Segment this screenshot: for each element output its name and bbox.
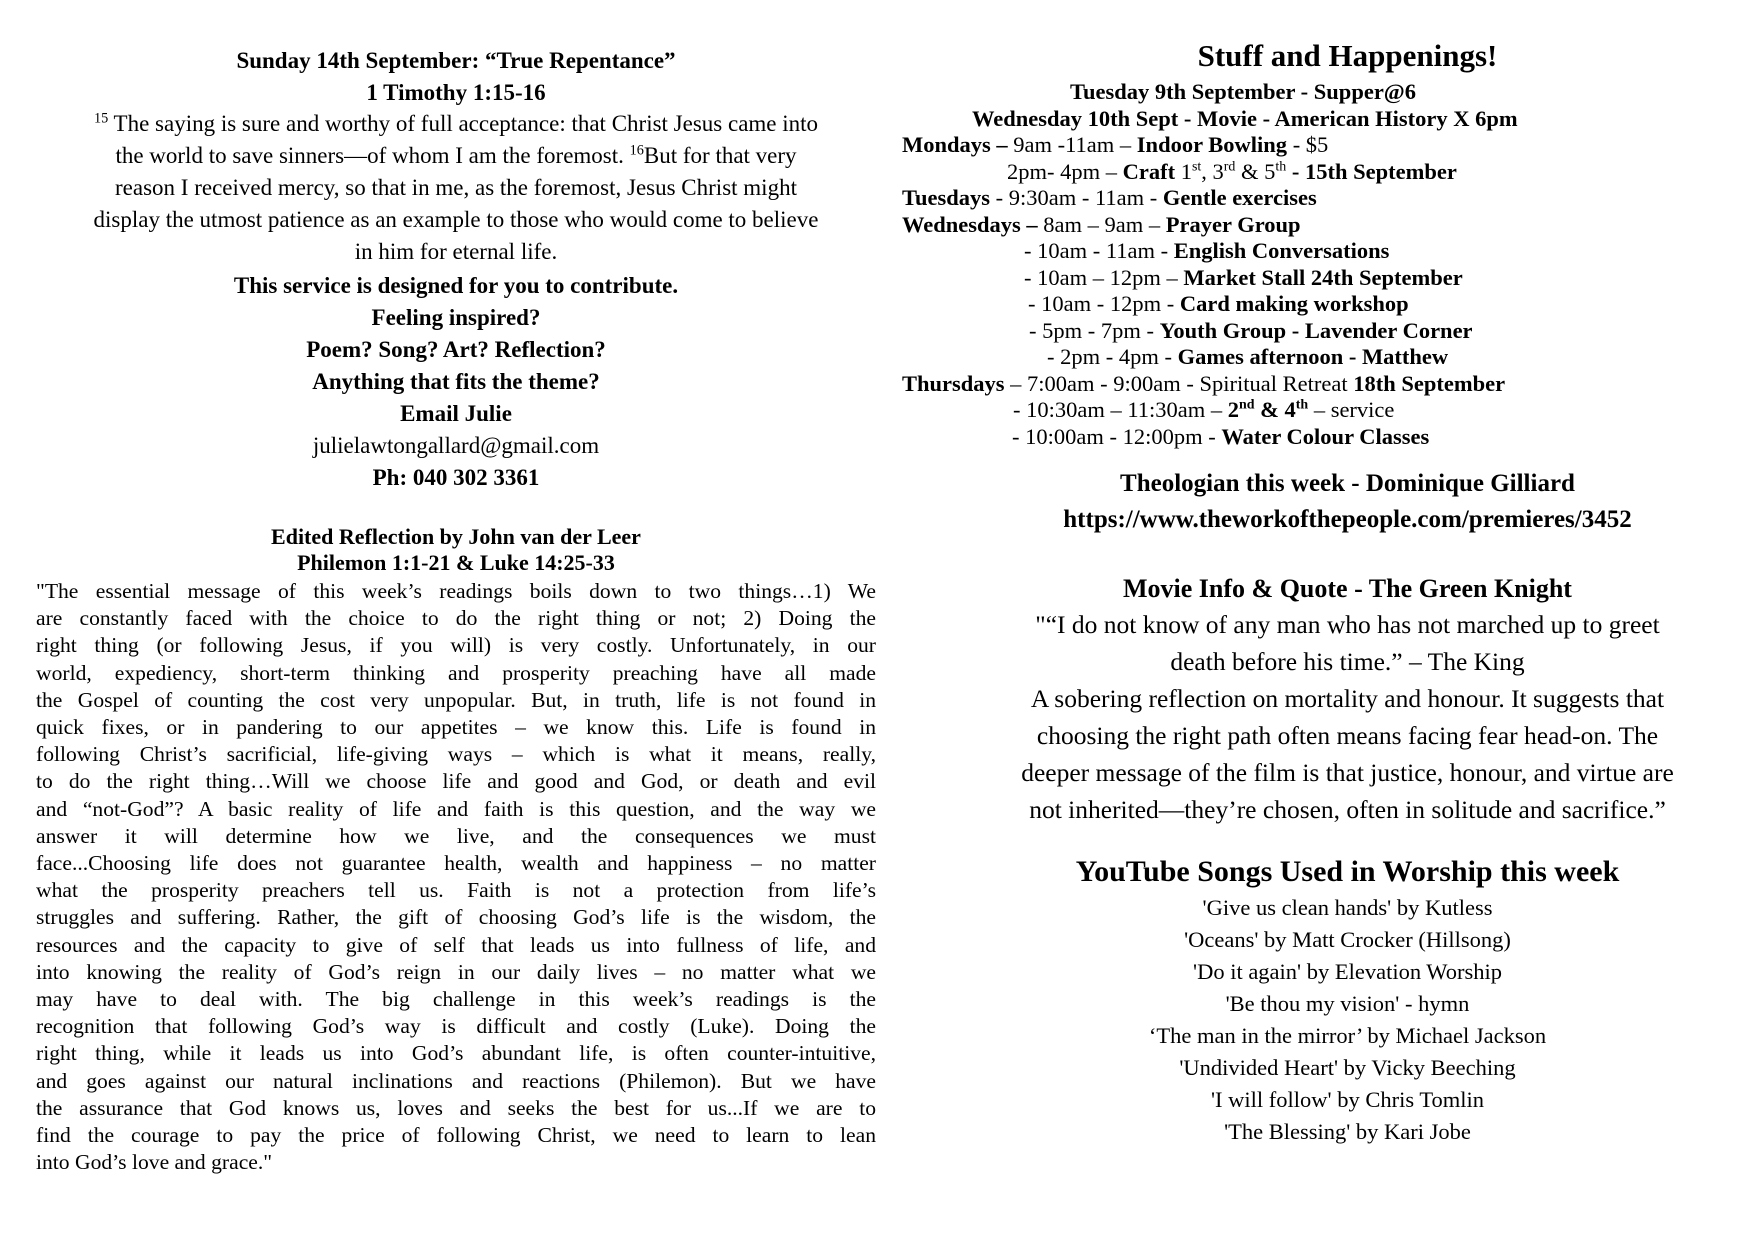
reflection-line: may have to deal with. The big challenge in this week’s readings is the: [36, 987, 876, 1012]
contribute-line: Feeling inspired?: [371, 305, 541, 330]
song-item: 'The Blessing' by Kari Jobe: [1224, 1119, 1471, 1144]
event-time: – 7:00am - 9:00am - Spiritual Retreat: [1004, 370, 1354, 396]
movie-quote-line: death before his time.” – The King: [1170, 647, 1525, 676]
movie-heading: Movie Info & Quote - The Green Knight: [1123, 574, 1572, 603]
event-line: [965, 397, 1730, 424]
song-item: 'Oceans' by Matt Crocker (Hillsong): [1184, 927, 1511, 952]
event-price: - $5: [1287, 132, 1329, 157]
event-line: [965, 424, 1730, 451]
event-activity: English Conversations: [1173, 238, 1390, 263]
reflection-line: answer it will determine how we live, and the consequences we must: [36, 823, 876, 848]
verse-text: reason I received mercy, so that in me, as the foremost, Jesus Christ might: [115, 175, 797, 200]
contribute-line: Poem? Song? Art? Reflection?: [306, 337, 606, 362]
event-activity: Indoor Bowling: [1136, 132, 1288, 157]
event-line: [965, 238, 1730, 265]
verse-text: display the utmost patience as an example to those who would come to believe: [93, 207, 819, 232]
contribute-block: [36, 270, 876, 494]
ordinal-suffix: st: [1191, 159, 1202, 175]
song-item: ‘The man in the mirror’ by Michael Jackson: [1148, 1023, 1547, 1048]
reflection-line: face...Choosing life does not guarantee health, wealth and happiness – no matter: [36, 851, 876, 876]
reflection-line: resources and the capacity to give of self that leads us into fullness of life, and: [36, 932, 876, 957]
event-line: [902, 371, 1730, 398]
theologian-link[interactable]: https://www.theworkofthepeople.com/premieres/3452: [1063, 506, 1632, 533]
movie-quote-line: A sobering reflection on mortality and honour. It suggests that: [1030, 684, 1665, 713]
youtube-heading: YouTube Songs Used in Worship this week: [1075, 855, 1620, 888]
song-item: 'Be thou my vision' - hymn: [1225, 991, 1470, 1016]
ordinal-suffix: th: [1295, 397, 1309, 413]
scripture-passage: [36, 108, 876, 268]
event-date: - 15th September: [1286, 158, 1457, 184]
event-line: [902, 212, 1730, 239]
event-line: Tuesday 9th September - Supper@6: [1070, 79, 1416, 104]
event-activity: Games afternoon - Matthew: [1177, 344, 1449, 369]
movie-block: [965, 572, 1730, 828]
event-time: - 10:00am - 12:00pm -: [1012, 423, 1222, 449]
reflection-body: [36, 578, 876, 1176]
event-time: - 10am - 11am -: [1024, 238, 1174, 263]
event-detail: &: [1254, 397, 1285, 422]
event-line: [965, 318, 1730, 345]
event-day: Tuesdays: [902, 185, 990, 210]
ordinal-suffix: th: [1275, 159, 1287, 175]
service-date-title: Sunday 14th September: “True Repentance”: [236, 48, 676, 73]
song-item: 'Do it again' by Elevation Worship: [1193, 959, 1502, 984]
reflection-line: the Gospel of counting the cost very unpopular. But, in truth, life is not found in: [36, 687, 876, 712]
movie-quote-line: not inherited—they’re chosen, often in solitude and sacrifice.”: [1029, 795, 1666, 824]
event-activity: Market Stall 24th September: [1183, 264, 1463, 290]
happenings-title: Stuff and Happenings!: [1197, 38, 1498, 73]
scripture-reference: 1 Timothy 1:15-16: [366, 80, 546, 105]
event-time: 8am – 9am –: [1037, 211, 1166, 237]
event-line: [902, 185, 1730, 212]
movie-quote-line: choosing the right path often means facing fear head-on. The: [1036, 721, 1659, 750]
contribute-line: Email Julie: [400, 401, 512, 426]
event-time: - 10am - 12pm -: [1028, 291, 1180, 316]
reflection-line: are constantly faced with the choice to do the right thing or not; 2) Doing the: [36, 606, 876, 631]
reflection-line: what the prosperity preachers tell us. Faith is not a protection from life’s: [36, 878, 876, 903]
event-day: Mondays –: [902, 132, 1008, 157]
reflection-line: right thing, while it leads us into God’s abundant life, is often counter-intuitive,: [36, 1041, 876, 1066]
reflection-line: find the courage to pay the price of following Christ, we need to learn to lean: [36, 1123, 876, 1148]
verse-text: in him for eternal life.: [354, 239, 558, 264]
movie-quote-line: "“I do not know of any man who has not marched up to greet: [1035, 610, 1660, 639]
theologian-block: [965, 466, 1730, 538]
reflection-line: world, expediency, short-term thinking and prosperity preaching have all made: [36, 660, 876, 685]
reflection-line: the assurance that God knows us, loves and seeks the best for us...If we are to: [36, 1095, 876, 1120]
event-time: - 9:30am - 11am -: [989, 185, 1163, 210]
event-line: [965, 265, 1730, 292]
event-detail: 1: [1175, 158, 1192, 184]
verse-text: But for that very: [643, 143, 797, 168]
reflection-line: into God’s love and grace.": [36, 1150, 273, 1175]
event-detail: & 5: [1235, 158, 1276, 184]
event-date: 18th September: [1353, 370, 1506, 396]
contact-email[interactable]: julielawtongallard@gmail.com: [312, 433, 600, 458]
verse-text: The saying is sure and worthy of full acceptance: that Christ Jesus came into: [108, 111, 819, 136]
contribute-line: Anything that fits the theme?: [312, 369, 600, 394]
reflection-line: right thing (or following Jesus, if you will) is very costly. Unfortunately, in our: [36, 633, 876, 658]
events-list: [902, 79, 1730, 450]
event-detail: 2: [1227, 397, 1240, 422]
reflection-line: and goes against our natural inclinations and reactions (Philemon). But we have: [36, 1068, 876, 1093]
reflection-line: following Christ’s sacrificial, life-giving ways – which is what it means, really,: [36, 742, 876, 767]
event-activity: Craft: [1122, 158, 1176, 184]
event-activity: Youth Group - Lavender Corner: [1159, 317, 1473, 343]
song-item: 'Give us clean hands' by Kutless: [1202, 895, 1493, 920]
event-line: Wednesday 10th Sept - Movie - American History X 6pm: [972, 105, 1518, 131]
reflection-line: recognition that following God’s way is difficult and costly (Luke). Doing the: [36, 1014, 876, 1039]
ordinal-suffix: rd: [1223, 159, 1236, 175]
reflection-line: struggles and suffering. Rather, the gift of choosing God’s life is the wisdom, the: [36, 905, 876, 930]
event-activity: Prayer Group: [1165, 211, 1301, 237]
event-time: - 2pm - 4pm -: [1047, 344, 1178, 369]
event-time: - 10am – 12pm –: [1024, 264, 1184, 290]
youtube-block: [965, 852, 1730, 1148]
event-day: Wednesdays –: [902, 211, 1038, 237]
contribute-line: This service is designed for you to contribute.: [233, 273, 679, 298]
event-detail: , 3: [1201, 158, 1224, 184]
reflection-line: into knowing the reality of God’s reign in our daily lives – no matter what we: [36, 959, 876, 984]
event-line: [965, 291, 1730, 318]
event-activity: – service: [1308, 397, 1395, 422]
event-activity: Water Colour Classes: [1221, 423, 1430, 449]
reflection-header: [36, 524, 876, 576]
reflection-line: to do the right thing…Will we choose life and good and God, or death and evil: [36, 769, 876, 794]
event-line: [965, 159, 1730, 186]
event-day: Thursdays: [902, 370, 1005, 396]
event-time: - 10:30am – 11:30am –: [1013, 397, 1228, 422]
movie-quote-line: deeper message of the film is that justice, honour, and virtue are: [1021, 758, 1674, 787]
event-time: - 5pm - 7pm -: [1029, 317, 1160, 343]
verse-number: 15: [93, 110, 109, 127]
verse-text: the world to save sinners—of whom I am the foremost.: [115, 143, 624, 168]
event-time: 2pm- 4pm –: [1007, 158, 1123, 184]
reflection-line: and “not-God”? A basic reality of life and faith is this question, and the way we: [36, 796, 876, 821]
song-item: 'Undivided Heart' by Vicky Beeching: [1179, 1055, 1516, 1080]
event-detail: 4: [1284, 397, 1296, 422]
event-activity: Gentle exercises: [1162, 185, 1317, 210]
verse-number: 16: [629, 142, 644, 159]
contact-phone: Ph: 040 302 3361: [372, 465, 540, 490]
theologian-line: Theologian this week - Dominique Gilliard: [1120, 470, 1575, 497]
event-line: [965, 344, 1730, 371]
reflection-title: Edited Reflection by John van der Leer: [271, 524, 641, 549]
song-list: [965, 892, 1730, 1148]
song-item: 'I will follow' by Chris Tomlin: [1211, 1087, 1484, 1112]
event-time: 9am -11am –: [1007, 132, 1137, 157]
reflection-references: Philemon 1:1-21 & Luke 14:25-33: [297, 550, 615, 575]
event-line: [902, 132, 1730, 159]
event-activity: Card making workshop: [1179, 291, 1409, 316]
movie-quote: [965, 606, 1730, 828]
reflection-line: "The essential message of this week’s readings boils down to two things…1) We: [36, 579, 876, 603]
reflection-line: quick fixes, or in pandering to our appetites – we know this. Life is found in: [36, 715, 876, 740]
ordinal-suffix: nd: [1239, 397, 1255, 413]
